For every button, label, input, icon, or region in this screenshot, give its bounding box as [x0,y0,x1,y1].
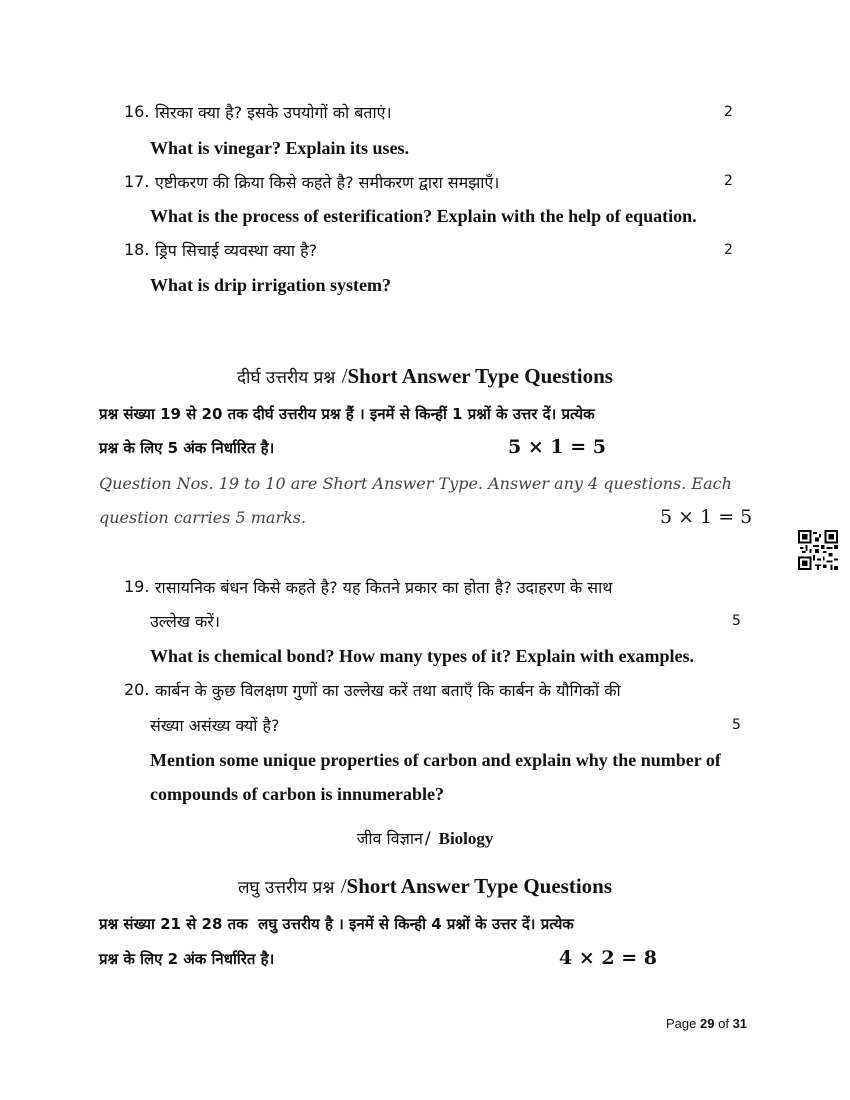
page-word: Page [666,1016,697,1031]
subject-heading [0,827,850,849]
instruction-hindi-line1: प्रश्न संख्या 19 से 20 तक दीर्घ उत्तरीय प्रश्न हैं । इनमें से किन्हीं 1 प्रश्नों के उत्तर दें। प्रत्येक [99,405,595,423]
question-hindi: रासायनिक बंधन किसे कहते है? यह कितने प्रकार का होता है? उदाहरण के साथ [155,578,613,597]
question-number: 20. [124,680,150,699]
instruction-hindi-line1: प्रश्न संख्या 21 से 28 तक लघु उत्तरीय है । इनमें से किन्ही 4 प्रश्नों के उत्तर दें। प्रत्येक [99,915,574,933]
subject-separator: / [424,829,431,849]
question-english: Mention some unique properties of carbon and explain why the number of [150,750,721,770]
question-hindi: एष्टीकरण की क्रिया किसे कहते है? समीकरण द्वारा समझाएँ। [155,173,500,192]
qr-code-icon [798,530,838,570]
question-number: 17. [124,172,150,191]
heading-separator: / [340,874,347,898]
question-marks: 5 [732,613,741,629]
question-marks: 2 [724,242,733,258]
total-pages: 31 [732,1016,748,1031]
instruction-hindi-line2: प्रश्न के लिए 2 अंक निर्धारित है। [99,950,275,968]
question-english: What is chemical bond? How many types of it? Explain with examples. [150,646,695,666]
question-english: What is drip irrigation system? [150,275,391,295]
question-number: 16. [124,102,150,121]
of-word: of [718,1016,729,1031]
question-marks: 2 [724,104,733,120]
marks-formula: 4 × 2 = 8 [559,947,657,969]
subject-hindi: जीव विज्ञान [356,829,423,848]
heading-separator: / [341,364,348,388]
heading-hindi: दीर्घ उत्तरीय प्रश्न [237,368,336,388]
question-number: 19. [124,577,150,596]
question-marks: 5 [732,717,741,733]
question-hindi: कार्बन के कुछ विलक्षण गुणों का उल्लेख करें तथा बताएँ कि कार्बन के यौगिकों की [155,681,621,700]
question-number: 18. [124,240,150,259]
question-marks: 2 [724,173,733,189]
page-footer [666,1016,747,1031]
subject-english: Biology [438,829,494,848]
heading-english: Short Answer Type Questions [347,364,613,388]
marks-formula: 5 × 1 = 5 [660,506,753,528]
marks-formula: 5 × 1 = 5 [508,436,606,458]
question-hindi: उल्लेख करें। [150,612,220,631]
question-english: What is the process of esterification? Explain with the help of equation. [150,206,697,226]
section-heading-short [0,874,850,899]
question-english: What is vinegar? Explain its uses. [150,138,410,158]
heading-hindi: लघु उत्तरीय प्रश्न [237,878,335,898]
instruction-english-line1: Question Nos. 19 to 10 are Short Answer Type. Answer any 4 questions. Each [99,474,732,493]
instruction-hindi-line2: प्रश्न के लिए 5 अंक निर्धारित है। [99,439,275,457]
instruction-english-line2: question carries 5 marks. [99,508,307,527]
question-hindi: सिरका क्या है? इसके उपयोगों को बताएं। [155,103,392,122]
question-hindi: संख्या असंख्य क्यों है? [150,716,280,735]
heading-english: Short Answer Type Questions [346,874,613,898]
question-hindi: ड्रिप सिचाई व्यवस्था क्या है? [155,241,318,260]
current-page: 29 [700,1016,715,1031]
section-heading-long [0,364,850,389]
question-english: compounds of carbon is innumerable? [150,784,445,804]
